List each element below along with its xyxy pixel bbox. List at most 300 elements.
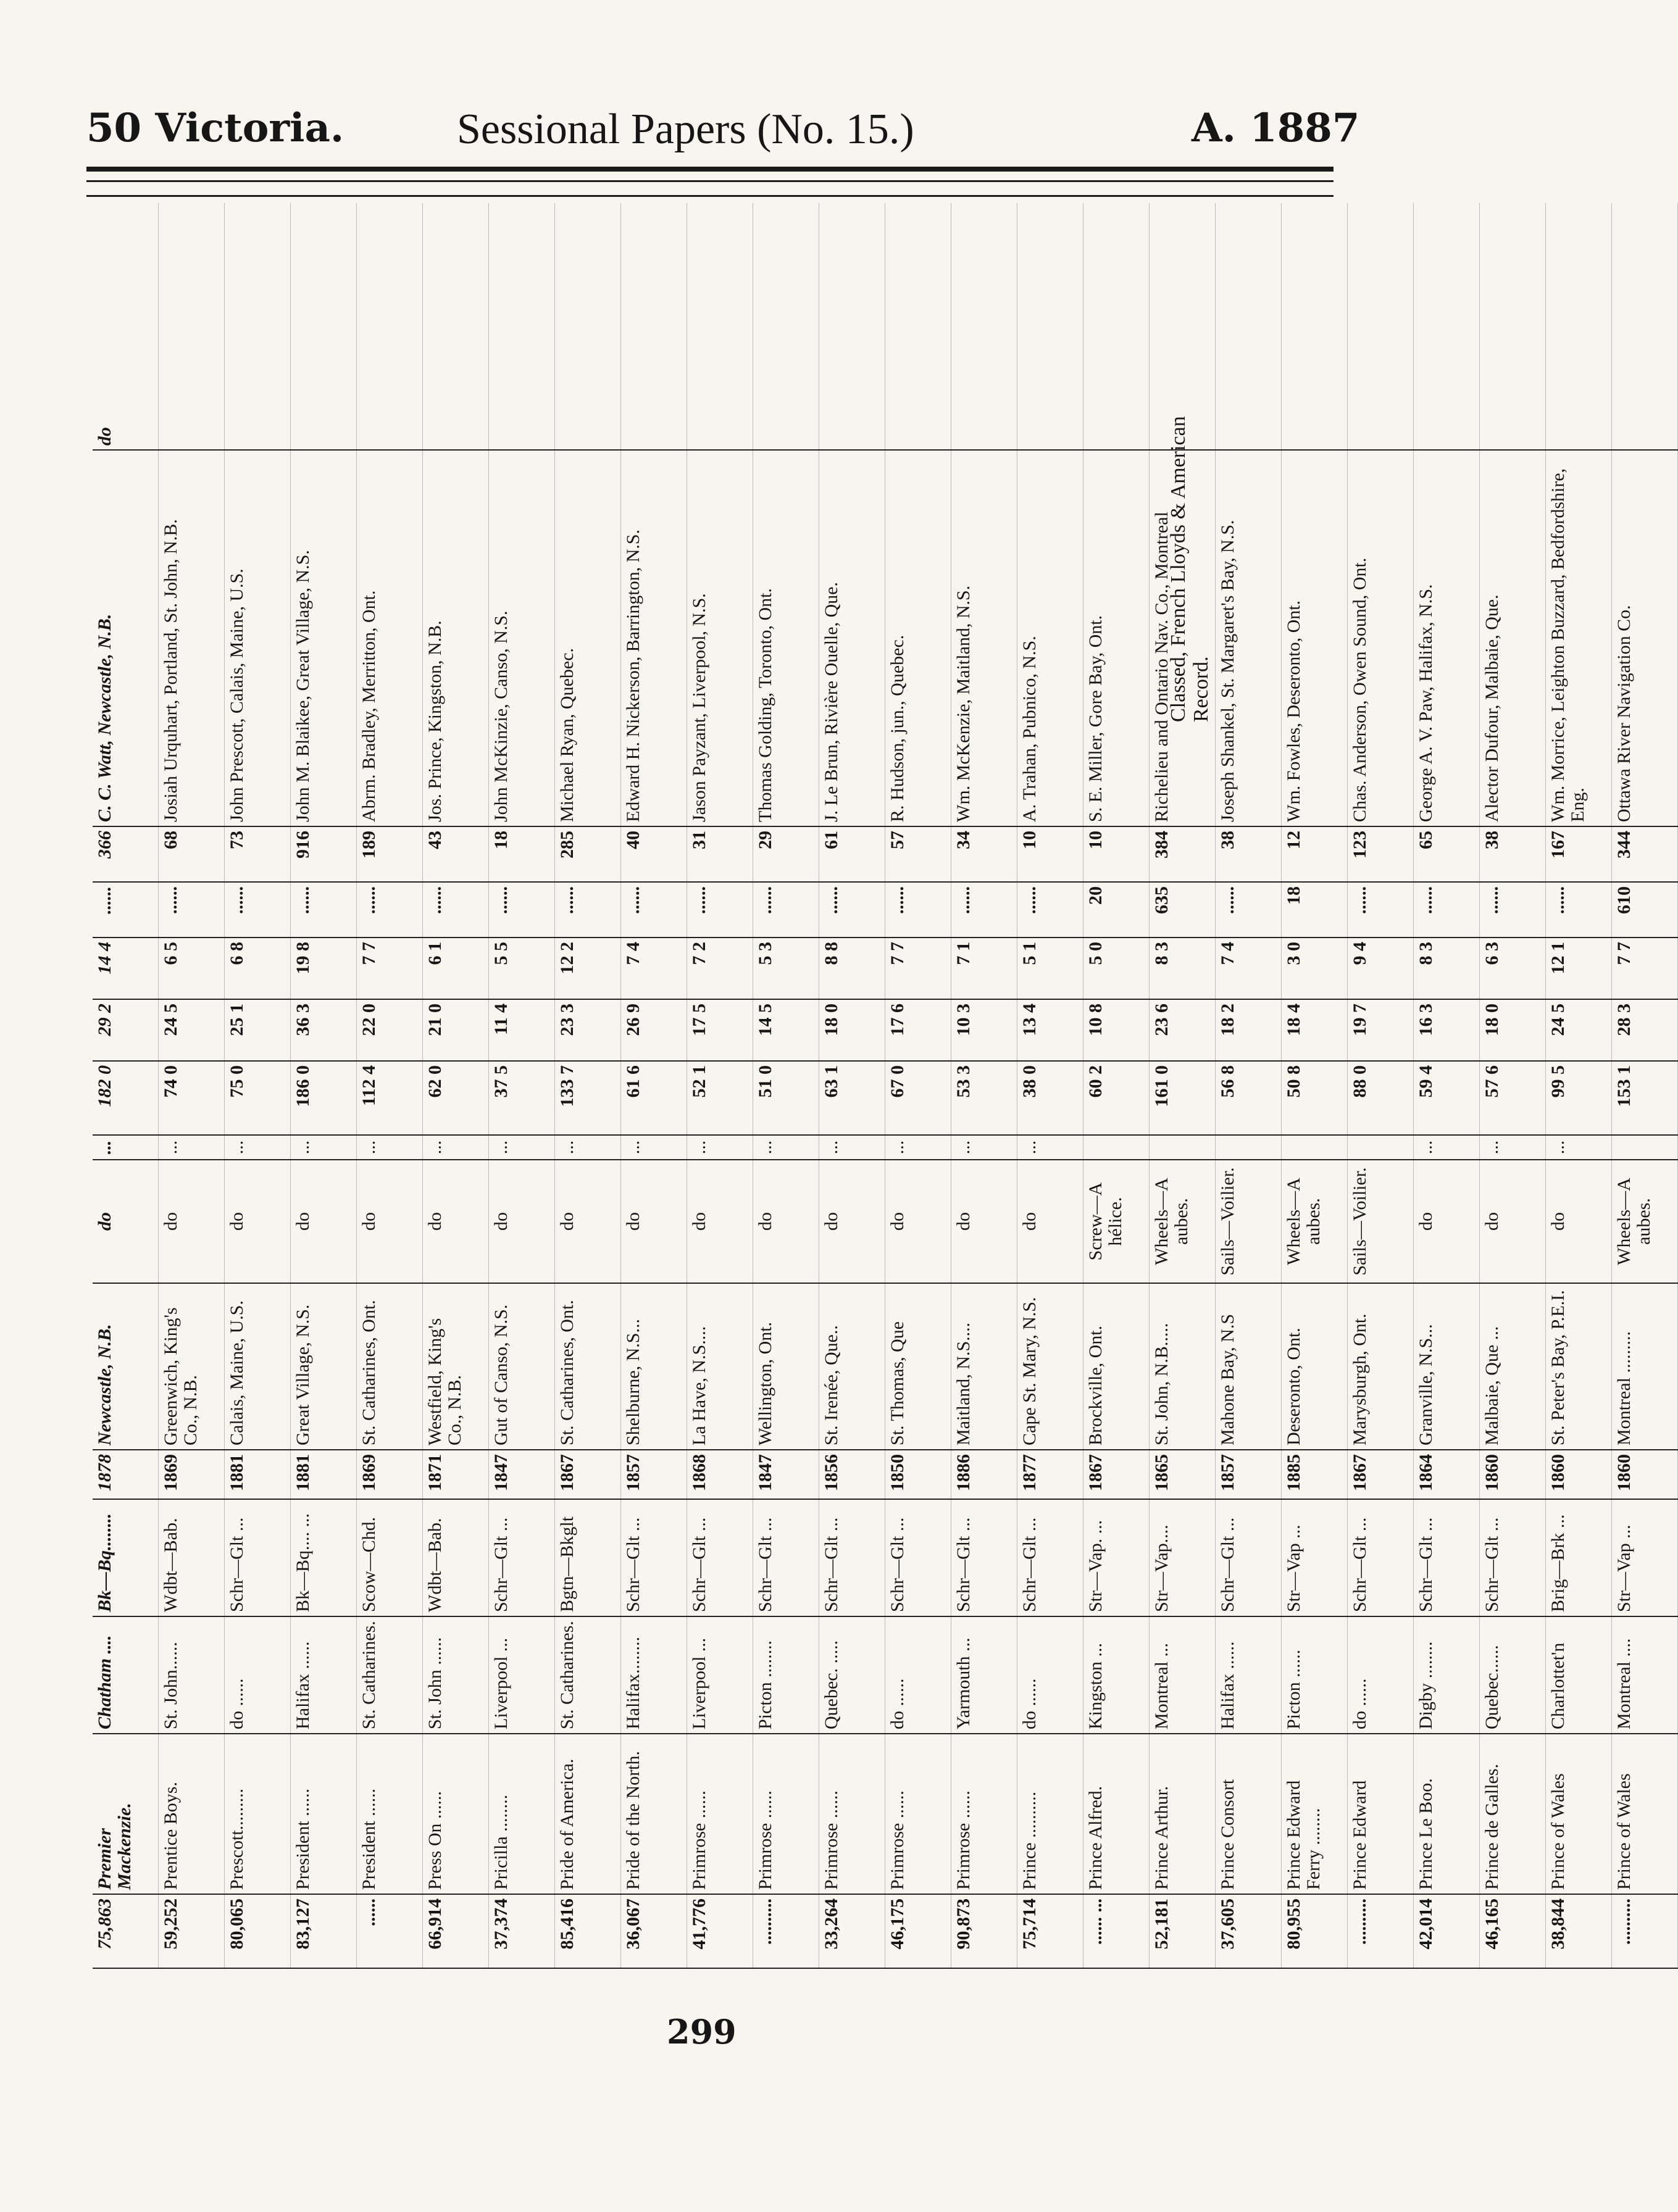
table-cell: do ...... [1017,1616,1083,1734]
table-cell: 61 [819,826,885,882]
table-cell: Charlottet'n [1546,1616,1612,1734]
table-cell: Wdbt—Bab. [159,1499,225,1616]
table-cell: 5 5 [489,938,555,999]
table-cell [951,203,1017,450]
table-cell: Brockville, Ont. [1083,1283,1150,1450]
table-cell: Prescott......... [225,1734,291,1894]
table-cell: 66,914 [423,1894,489,1968]
table-cell: 3 0 [1282,938,1348,999]
table-cell: 610 [1612,882,1678,938]
table-cell: ... [885,1135,951,1160]
ship-register-table-wrapper [93,204,1654,1969]
table-cell: 36 3 [291,999,357,1061]
table-cell: do [423,1160,489,1283]
table-cell: 38 [1216,826,1282,882]
table-cell: 384 [1150,826,1216,882]
table-cell: 75 0 [225,1061,291,1135]
table-cell: ...... [621,882,687,938]
table-cell: Wheels—A aubes. [1282,1160,1348,1283]
table-row [885,203,951,1968]
table-cell: 1864 [1414,1450,1480,1499]
table-cell: ... [291,1135,357,1160]
table-cell: 189 [357,826,423,882]
table-row [1083,203,1150,1968]
table-cell: Marysburgh, Ont. [1348,1283,1414,1450]
table-cell: 5 0 [1083,938,1150,999]
table-cell: 31 [687,826,753,882]
table-cell: 1860 [1612,1450,1678,1499]
table-cell [1414,203,1480,450]
table-cell: do [489,1160,555,1283]
table-row [819,203,885,1968]
table-cell: Primrose ...... [885,1734,951,1894]
table-cell: Richelieu and Ontario Nav. Co., Montreal [1150,450,1216,826]
table-cell: 6 3 [1480,938,1546,999]
table-row [1017,203,1083,1968]
table-cell: .......... [753,1894,819,1968]
table-cell: Kingston ... [1083,1616,1150,1734]
table-cell: 12 1 [1546,938,1612,999]
table-cell: Schr—Glt ... [819,1499,885,1616]
table-cell: 6 5 [159,938,225,999]
table-cell: Prince .......... [1017,1734,1083,1894]
table-cell: Screw—A hélice. [1083,1160,1150,1283]
table-cell: Quebec. ..... [819,1616,885,1734]
table-cell: Primrose ...... [951,1734,1017,1894]
table-cell: Prince Le Boo. [1414,1734,1480,1894]
table-cell: .......... [1612,1894,1678,1968]
table-cell: Schr—Glt ... [1017,1499,1083,1616]
table-cell: Thomas Golding, Toronto, Ont. [753,450,819,826]
table-cell: Greenwich, King's Co., N.B. [159,1283,225,1450]
table-row [1414,203,1480,1968]
table-cell: Wm. Fowles, Deseronto, Ont. [1282,450,1348,826]
table-cell: 51 0 [753,1061,819,1135]
header-rule [86,167,1334,172]
table-cell: 37,374 [489,1894,555,1968]
table-cell: 1867 [1348,1450,1414,1499]
table-cell: 10 8 [1083,999,1150,1061]
table-cell: do [93,203,159,450]
table-cell: 13 4 [1017,999,1083,1061]
table-cell: John M. Blaikee, Great Village, N.S. [291,450,357,826]
table-cell: 18 0 [1480,999,1546,1061]
table-cell: 186 0 [291,1061,357,1135]
table-cell: 80,065 [225,1894,291,1968]
table-cell: A. Trahan, Pubnico, N.S. [1017,450,1083,826]
table-cell: ...... [753,882,819,938]
table-cell: 1878 [93,1450,159,1499]
table-cell: ... [1546,1135,1612,1160]
table-cell [1017,203,1083,450]
table-cell: St. Catharines, Ont. [357,1283,423,1450]
table-cell: Mahone Bay, N.S [1216,1283,1282,1450]
table-cell: 8 3 [1414,938,1480,999]
table-cell: ... [1017,1135,1083,1160]
table-cell [225,203,291,450]
table-cell: ... [159,1135,225,1160]
table-cell: 1881 [225,1450,291,1499]
table-cell: 24 5 [159,999,225,1061]
table-cell: John McKinzie, Canso, N.S. [489,450,555,826]
table-cell: Michael Ryan, Quebec. [555,450,621,826]
table-cell: Halifax ...... [1216,1616,1282,1734]
table-cell [423,203,489,450]
table-cell: 62 0 [423,1061,489,1135]
table-cell: Schr—Glt ... [687,1499,753,1616]
table-row [1612,203,1678,1968]
table-cell: do [687,1160,753,1283]
table-cell: Joseph Shankel, St. Margaret's Bay, N.S. [1216,450,1282,826]
table-cell: ...... [1414,882,1480,938]
table-cell: ...... [1216,882,1282,938]
table-cell: 1847 [753,1450,819,1499]
table-cell: 22 0 [357,999,423,1061]
table-cell: ...... [1017,882,1083,938]
table-cell [357,203,423,450]
table-cell: 916 [291,826,357,882]
table-cell [159,203,225,450]
table-row [489,203,555,1968]
table-cell: 16 3 [1414,999,1480,1061]
table-cell: Newcastle, N.B. [93,1283,159,1450]
table-cell: Jos. Prince, Kingston, N.B. [423,450,489,826]
table-cell: 1886 [951,1450,1017,1499]
table-cell: 63 1 [819,1061,885,1135]
table-cell: 153 1 [1612,1061,1678,1135]
table-cell: Wm. Morrice, Leighton Buzzard, Bedfordshire, Eng. [1546,450,1612,826]
table-cell: ...... [93,882,159,938]
table-cell: 18 4 [1282,999,1348,1061]
table-cell: Ottawa River Navigation Co. [1612,450,1678,826]
table-cell: ... [489,1135,555,1160]
table-cell: 75,714 [1017,1894,1083,1968]
table-cell: 1847 [489,1450,555,1499]
table-cell: 1867 [555,1450,621,1499]
table-cell: 14 5 [753,999,819,1061]
table-cell: Bk—Bq.... ... [291,1499,357,1616]
header-left: 50 Victoria. [86,105,344,151]
table-cell: 21 0 [423,999,489,1061]
table-cell [555,203,621,450]
table-cell: 1856 [819,1450,885,1499]
table-cell: 46,165 [1480,1894,1546,1968]
table-cell: 59,252 [159,1894,225,1968]
table-cell: Alector Dufour, Malbaie, Que. [1480,450,1546,826]
table-cell: Montreal ......... [1612,1283,1678,1450]
table-cell: 7 4 [1216,938,1282,999]
table-cell: Westfield, King's Co., N.B. [423,1283,489,1450]
table-cell: Edward H. Nickerson, Barrington, N.S. [621,450,687,826]
header-center: Sessional Papers (No. 15.) [457,106,914,153]
table-cell: 24 5 [1546,999,1612,1061]
table-row [687,203,753,1968]
table-cell: 1867 [1083,1450,1150,1499]
table-cell: Schr—Glt ... [1414,1499,1480,1616]
table-cell: Prince Edward Ferry ........ [1282,1734,1348,1894]
table-cell: 25 1 [225,999,291,1061]
table-cell: Picton ........ [753,1616,819,1734]
table-cell: President ...... [291,1734,357,1894]
table-cell: do [291,1160,357,1283]
table-cell: 83,127 [291,1894,357,1968]
table-cell: 167 [1546,826,1612,882]
table-cell: Sails—Voilier. [1216,1160,1282,1283]
table-cell: ... [1480,1135,1546,1160]
table-cell: do [621,1160,687,1283]
table-cell: do [753,1160,819,1283]
table-cell: St. John, N.B..... [1150,1283,1216,1450]
table-cell: 1857 [621,1450,687,1499]
table-cell: ...... [555,882,621,938]
table-cell: Prince Arthur. [1150,1734,1216,1894]
table-cell: ...... [1480,882,1546,938]
table-cell: 28 3 [1612,999,1678,1061]
table-cell: 1860 [1480,1450,1546,1499]
table-cell: ...... [1546,882,1612,938]
table-cell: Halifax ...... [291,1616,357,1734]
table-cell [1348,203,1414,450]
table-cell: Scow—Chd. [357,1499,423,1616]
table-cell: 1877 [1017,1450,1083,1499]
table-cell: Wheels—A aubes. [1150,1160,1216,1283]
table-cell: Str—Vap ... [1612,1499,1678,1616]
table-cell: Granville, N.S... [1414,1283,1480,1450]
table-cell: Prince Alfred. [1083,1734,1150,1894]
table-cell: Cape St. Mary, N.S. [1017,1283,1083,1450]
table-cell: Sails—Voilier. [1348,1160,1414,1283]
table-cell: Gut of Canso, N.S. [489,1283,555,1450]
table-cell: 53 3 [951,1061,1017,1135]
table-cell: 29 [753,826,819,882]
table-cell: Str—Vap ... [1282,1499,1348,1616]
table-cell: 123 [1348,826,1414,882]
table-cell: St. John ...... [423,1616,489,1734]
table-cell [621,203,687,450]
table-cell: St. Catharines, Ont. [555,1283,621,1450]
header-rule [86,180,1334,182]
table-row [291,203,357,1968]
table-row [1348,203,1414,1968]
table-cell: 12 2 [555,938,621,999]
table-row [357,203,423,1968]
table-cell: ... [225,1135,291,1160]
table-cell: ... [951,1135,1017,1160]
table-cell: Great Village, N.S. [291,1283,357,1450]
table-row [753,203,819,1968]
table-row [951,203,1017,1968]
table-cell: 43 [423,826,489,882]
table-cell [1612,1135,1678,1160]
table-cell: ... [93,1135,159,1160]
table-cell [1216,1135,1282,1160]
table-cell: Calais, Maine, U.S. [225,1283,291,1450]
table-cell: Wellington, Ont. [753,1283,819,1450]
table-cell: 18 [489,826,555,882]
table-cell: ... [621,1135,687,1160]
table-cell: 20 [1083,882,1150,938]
table-cell: S. E. Miller, Gore Bay, Ont. [1083,450,1150,826]
table-cell: 7 1 [951,938,1017,999]
table-cell [753,203,819,450]
table-cell: Prentice Boys. [159,1734,225,1894]
table-row [423,203,489,1968]
table-cell: 635 [1150,882,1216,938]
table-cell: 7 7 [1612,938,1678,999]
table-cell: 1881 [291,1450,357,1499]
table-row [1546,203,1612,1968]
table-cell: 65 [1414,826,1480,882]
table-cell: do [159,1160,225,1283]
table-cell: Schr—Glt ... [621,1499,687,1616]
table-cell: 8 3 [1150,938,1216,999]
table-cell: 19 7 [1348,999,1414,1061]
table-cell: ... [819,1135,885,1160]
table-cell: 18 [1282,882,1348,938]
table-cell: 50 8 [1282,1061,1348,1135]
table-cell: J. Le Brun, Rivière Ouelle, Que. [819,450,885,826]
table-cell: 23 6 [1150,999,1216,1061]
table-cell: 7 7 [357,938,423,999]
table-cell: C. C. Watt, Newcastle, N.B. [93,450,159,826]
table-cell: 85,416 [555,1894,621,1968]
table-cell: 57 [885,826,951,882]
table-cell: George A. V. Paw, Halifax, N.S. [1414,450,1480,826]
table-cell: do ...... [885,1616,951,1734]
table-cell [885,203,951,450]
table-cell: 33,264 [819,1894,885,1968]
table-cell: 73 [225,826,291,882]
table-cell: Schr—Glt ... [225,1499,291,1616]
table-row [93,203,159,1968]
table-cell: Liverpool ... [489,1616,555,1734]
table-cell: 38 0 [1017,1061,1083,1135]
table-cell: 80,955 [1282,1894,1348,1968]
table-cell: John Prescott, Calais, Maine, U.S. [225,450,291,826]
table-cell: Wm. McKenzie, Maitland, N.S. [951,450,1017,826]
table-cell: Bk—Bq........ [93,1499,159,1616]
table-cell: 23 3 [555,999,621,1061]
table-cell: 37 5 [489,1061,555,1135]
table-cell: St. John...... [159,1616,225,1734]
table-cell: 1857 [1216,1450,1282,1499]
table-cell: 14 4 [93,938,159,999]
table-cell [291,203,357,450]
table-cell: 74 0 [159,1061,225,1135]
table-cell: 10 [1017,826,1083,882]
table-cell: Prince of Wales [1546,1734,1612,1894]
table-cell: 38,844 [1546,1894,1612,1968]
table-cell: R. Hudson, jun., Quebec. [885,450,951,826]
table-cell: ...... [819,882,885,938]
table-cell: do ...... [225,1616,291,1734]
table-cell: Shelburne, N.S... [621,1283,687,1450]
table-cell: 12 [1282,826,1348,882]
table-cell: 57 6 [1480,1061,1546,1135]
table-cell: 37,605 [1216,1894,1282,1968]
table-cell: Pride of the North. [621,1734,687,1894]
table-cell: do [1480,1160,1546,1283]
remark-text: Classed, French Lloyds & American Record. [1167,416,1213,722]
table-cell: 18 0 [819,999,885,1061]
table-cell: 38 [1480,826,1546,882]
table-cell: ...... [357,1894,423,1968]
table-cell: 61 6 [621,1061,687,1135]
table-cell: 56 8 [1216,1061,1282,1135]
table-cell: 5 3 [753,938,819,999]
table-cell: 52 1 [687,1061,753,1135]
table-cell [1083,1135,1150,1160]
table-cell: Liverpool ... [687,1616,753,1734]
table-cell: ...... [1348,882,1414,938]
table-cell: 99 5 [1546,1061,1612,1135]
table-cell: 88 0 [1348,1061,1414,1135]
table-cell: 7 7 [885,938,951,999]
table-cell: Primrose ...... [753,1734,819,1894]
table-cell: Maitland, N.S.... [951,1283,1017,1450]
table-cell: ...... ... [1083,1894,1150,1968]
table-cell [687,203,753,450]
table-cell: 67 0 [885,1061,951,1135]
table-cell: Quebec...... [1480,1616,1546,1734]
table-cell: ...... [357,882,423,938]
table-cell: 68 [159,826,225,882]
table-cell: Premier Mackenzie. [93,1734,159,1894]
table-cell: 52,181 [1150,1894,1216,1968]
table-cell: ...... [885,882,951,938]
table-cell: 9 4 [1348,938,1414,999]
table-cell: 6 1 [423,938,489,999]
table-cell: 59 4 [1414,1061,1480,1135]
table-cell: St. Catharines. [357,1616,423,1734]
table-cell: 42,014 [1414,1894,1480,1968]
table-cell: 17 5 [687,999,753,1061]
table-cell: 1860 [1546,1450,1612,1499]
table-cell: 41,776 [687,1894,753,1968]
table-cell: Prince de Galles. [1480,1734,1546,1894]
table-cell [1546,203,1612,450]
table-cell: Schr—Glt ... [489,1499,555,1616]
table-cell: President ...... [357,1734,423,1894]
table-cell: St. Catharines. [555,1616,621,1734]
table-cell: Abrm. Bradley, Merritton, Ont. [357,450,423,826]
table-cell [819,203,885,450]
table-cell: ...... [159,882,225,938]
table-cell: Schr—Glt ... [885,1499,951,1616]
table-cell: 7 4 [621,938,687,999]
table-cell: ... [357,1135,423,1160]
table-cell: .......... [1348,1894,1414,1968]
table-cell: ...... [423,882,489,938]
table-cell: do [819,1160,885,1283]
table-cell: 1865 [1150,1450,1216,1499]
table-cell: 1850 [885,1450,951,1499]
table-cell: 344 [1612,826,1678,882]
table-cell: Halifax........ [621,1616,687,1734]
table-cell: do [93,1160,159,1283]
table-cell: St. Peter's Bay, P.E.I. [1546,1283,1612,1450]
table-cell: Press On ...... [423,1734,489,1894]
table-cell: do [555,1160,621,1283]
table-cell: ... [753,1135,819,1160]
table-cell: 1885 [1282,1450,1348,1499]
table-cell: Malbaie, Que ... [1480,1283,1546,1450]
table-cell: ... [423,1135,489,1160]
table-cell [1083,203,1150,450]
table-cell: 46,175 [885,1894,951,1968]
table-cell: 36,067 [621,1894,687,1968]
table-cell: Pride of America. [555,1734,621,1894]
